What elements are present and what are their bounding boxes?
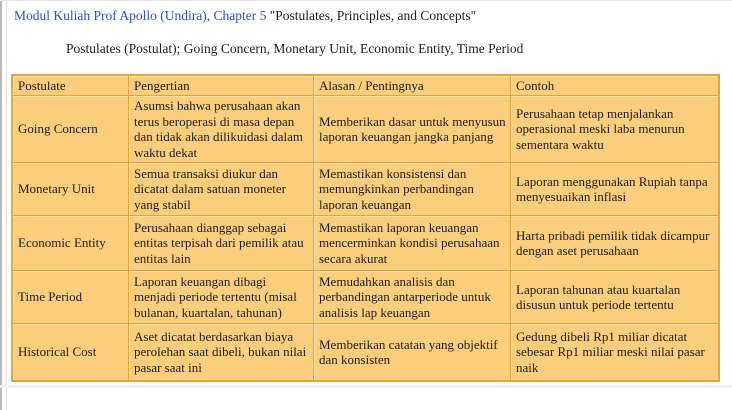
cell-contoh: Gedung dibeli Rp1 miliar dicatat sebesar Rp1 miliar meski nilai pasar naik	[511, 324, 719, 381]
cell-pengertian: Laporan keuangan dibagi menjadi periode tertentu (misal bulanan, kuartalan, tahunan)	[129, 271, 314, 324]
cell-postulate: Economic Entity	[13, 216, 129, 271]
cell-postulate: Historical Cost	[13, 324, 129, 381]
cell-pengertian: Asumsi bahwa perusahaan akan terus beroperasi di masa depan dan tidak akan dilikuidasi dalam waktu dekat	[129, 96, 314, 163]
cell-pengertian: Perusahaan dianggap sebagai entitas terpisah dari pemilik atau entitas lain	[129, 216, 314, 271]
cell-postulate: Going Concern	[13, 96, 129, 163]
cell-pengertian: Aset dicatat berdasarkan biaya perolehan saat dibeli, bukan nilai pasar saat ini	[129, 324, 314, 381]
postulates-table	[12, 75, 719, 381]
table-row	[13, 324, 719, 381]
table-header-row	[13, 76, 719, 96]
cell-alasan: Memudahkan analisis dan perbandingan antarperiode untuk analisis lap keuangan	[314, 271, 511, 324]
document-subtitle: Postulates (Postulat); Going Concern, Monetary Unit, Economic Entity, Time Period	[66, 41, 524, 56]
table-row	[13, 216, 719, 271]
cell-alasan: Memberikan dasar untuk menyusun laporan keuangan jangka panjang	[314, 96, 511, 163]
page-bottom-divider	[0, 385, 732, 388]
table-row	[13, 271, 719, 324]
column-header: Pengertian	[129, 76, 314, 96]
column-header: Contoh	[511, 76, 719, 96]
cell-alasan: Memastikan laporan keuangan mencerminkan kondisi perusahaan secara akurat	[314, 216, 511, 271]
cell-contoh: Laporan tahunan atau kuartalan disusun untuk periode tertentu	[511, 271, 719, 324]
cell-alasan: Memberikan catatan yang objektif dan konsisten	[314, 324, 511, 381]
cell-contoh: Laporan menggunakan Rupiah tanpa menyesuaikan inflasi	[511, 163, 719, 216]
table-row	[13, 96, 719, 163]
column-header: Postulate	[13, 76, 129, 96]
column-header: Alasan / Pentingnya	[314, 76, 511, 96]
cell-contoh: Perusahaan tetap menjalankan operasional meski laba menurun sementara waktu	[511, 96, 719, 163]
document-title	[14, 8, 476, 24]
window-left-edge	[0, 1, 9, 410]
cell-contoh: Harta pribadi pemilik tidak dicampur dengan aset perusahaan	[511, 216, 719, 271]
cell-postulate: Time Period	[13, 271, 129, 324]
cell-postulate: Monetary Unit	[13, 163, 129, 216]
table-row	[13, 163, 719, 216]
cell-pengertian: Semua transaksi diukur dan dicatat dalam satuan moneter yang stabil	[129, 163, 314, 216]
document-title-highlight: Modul Kuliah Prof Apollo (Undira), Chapter 5	[14, 8, 267, 23]
cell-alasan: Memastikan konsistensi dan memungkinkan perbandingan laporan keuangan	[314, 163, 511, 216]
document-title-rest: "Postulates, Principles, and Concepts"	[266, 8, 477, 23]
postulate-table-body	[13, 96, 719, 381]
